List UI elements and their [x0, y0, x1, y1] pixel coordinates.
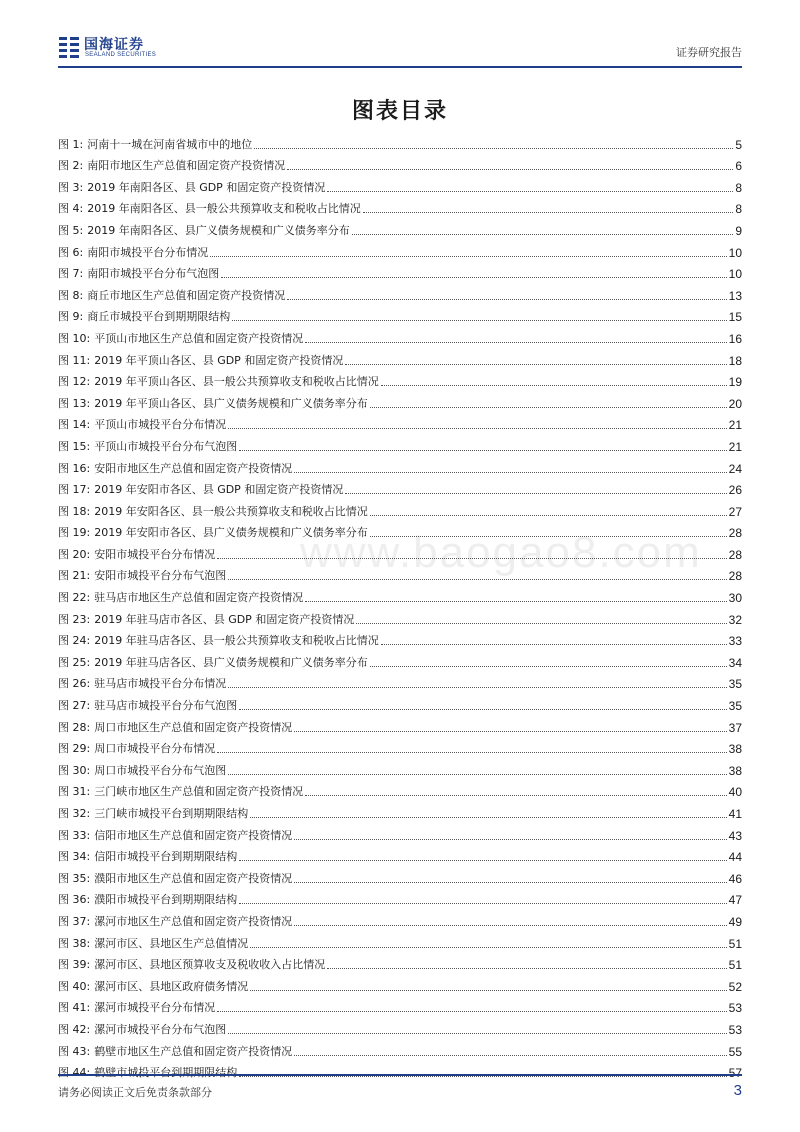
toc-entry-page: 10 [728, 267, 742, 282]
toc-entry-title: 河南十一城在河南省城市中的地位 [87, 137, 253, 151]
toc-entry-number: 图 2: [58, 159, 84, 173]
toc-entry[interactable] [58, 519, 742, 541]
toc-entry[interactable] [58, 260, 742, 282]
toc-entry-title: 2019 年南阳各区、县一般公共预算收支和税收占比情况 [87, 202, 361, 216]
toc-dot-leader [250, 989, 726, 991]
toc-entry-title: 信阳市地区生产总值和固定资产投资情况 [94, 828, 293, 842]
toc-entry-title: 周口市城投平台分布气泡图 [94, 763, 227, 777]
toc-entry-page: 38 [728, 763, 742, 778]
toc-entry-page: 28 [728, 526, 742, 541]
toc-entry[interactable] [58, 368, 742, 390]
toc-dot-leader [370, 665, 727, 667]
toc-entry-title: 周口市地区生产总值和固定资产投资情况 [94, 720, 293, 734]
page-header [58, 32, 742, 68]
toc-entry-page: 10 [728, 245, 742, 260]
toc-entry-title: 漯河市城投平台分布情况 [94, 1001, 216, 1015]
toc-entry-page: 19 [728, 375, 742, 390]
toc-entry[interactable] [58, 173, 742, 195]
toc-entry[interactable] [58, 799, 742, 821]
toc-entry-page: 9 [735, 223, 742, 238]
toc-entry-page: 38 [728, 742, 742, 757]
toc-entry[interactable] [58, 238, 742, 260]
toc-entry-number: 图 8: [58, 288, 84, 302]
toc-entry[interactable] [58, 346, 742, 368]
toc-entry-title: 周口市城投平台分布情况 [94, 742, 216, 756]
toc-entry-title: 2019 年平顶山各区、县一般公共预算收支和税收占比情况 [94, 375, 379, 389]
toc-entry-number: 图 34: [58, 850, 91, 864]
toc-entry-title: 南阳市地区生产总值和固定资产投资情况 [87, 159, 286, 173]
toc-dot-leader [210, 255, 726, 257]
toc-entry-number: 图 41: [58, 1001, 91, 1015]
toc-entry-title: 漯河市区、县地区生产总值情况 [94, 936, 249, 950]
toc-entry-number: 图 9: [58, 310, 84, 324]
toc-entry[interactable] [58, 562, 742, 584]
toc-entry-title: 三门峡市地区生产总值和固定资产投资情况 [94, 785, 304, 799]
toc-entry-title: 漯河市区、县地区政府债务情况 [94, 979, 249, 993]
toc-entry-page: 21 [728, 418, 742, 433]
toc-entry-page: 35 [728, 699, 742, 714]
toc-dot-leader [228, 1032, 726, 1034]
toc-dot-leader [352, 233, 734, 235]
toc-entry[interactable] [58, 195, 742, 217]
toc-entry-number: 图 27: [58, 699, 91, 713]
toc-entry-title: 安阳市城投平台分布气泡图 [94, 569, 227, 583]
toc-entry[interactable] [58, 1015, 742, 1037]
toc-entry[interactable] [58, 324, 742, 346]
toc-dot-leader [305, 600, 726, 602]
toc-entry-title: 驻马店市城投平台分布气泡图 [94, 699, 238, 713]
toc-entry-title: 2019 年安阳市各区、县 GDP 和固定资产投资情况 [94, 483, 344, 497]
toc-entry-page: 52 [728, 979, 742, 994]
toc-entry-page: 43 [728, 828, 742, 843]
toc-entry-number: 图 29: [58, 742, 91, 756]
toc-entry-page: 53 [728, 1022, 742, 1037]
toc-entry-page: 28 [728, 569, 742, 584]
toc-dot-leader [239, 449, 726, 451]
toc-dot-leader [305, 341, 726, 343]
toc-entry-title: 2019 年驻马店各区、县一般公共预算收支和税收占比情况 [94, 634, 379, 648]
toc-dot-leader [254, 147, 733, 149]
toc-entry[interactable] [58, 951, 742, 973]
toc-entry-page: 6 [735, 159, 742, 174]
toc-entry-number: 图 33: [58, 828, 91, 842]
toc-entry-title: 南阳市城投平台分布情况 [87, 245, 209, 259]
toc-entry-title: 平顶山市地区生产总值和固定资产投资情况 [94, 331, 304, 345]
toc-entry-page: 37 [728, 720, 742, 735]
toc-dot-leader [305, 794, 726, 796]
toc-entry-number: 图 28: [58, 720, 91, 734]
toc-entry[interactable] [58, 691, 742, 713]
toc-entry-number: 图 22: [58, 591, 91, 605]
toc-dot-leader [217, 557, 726, 559]
toc-entry-page: 46 [728, 871, 742, 886]
toc-entry[interactable] [58, 713, 742, 735]
toc-entry-page: 20 [728, 396, 742, 411]
toc-entry[interactable] [58, 670, 742, 692]
toc-dot-leader [250, 946, 726, 948]
toc-dot-leader [294, 838, 726, 840]
toc-dot-leader [381, 384, 727, 386]
logo-text-cn: 国海证券 [84, 37, 144, 53]
toc-dot-leader [370, 406, 727, 408]
toc-entry-title: 濮阳市城投平台到期期限结构 [94, 893, 238, 907]
toc-entry-number: 图 20: [58, 547, 91, 561]
toc-entry-title: 2019 年驻马店各区、县广义债务规模和广义债务率分布 [94, 655, 368, 669]
toc-entry[interactable] [58, 540, 742, 562]
toc-entry-page: 5 [735, 137, 742, 152]
toc-entry-page: 32 [728, 612, 742, 627]
toc-dot-leader [228, 578, 726, 580]
toc-entry[interactable] [58, 886, 742, 908]
toc-entry-page: 26 [728, 483, 742, 498]
toc-entry-number: 图 31: [58, 785, 91, 799]
toc-dot-leader [239, 902, 726, 904]
toc-entry-number: 图 37: [58, 914, 91, 928]
toc-dot-leader [239, 859, 726, 861]
toc-dot-leader [370, 514, 727, 516]
toc-entry-number: 图 15: [58, 439, 91, 453]
toc-entry-number: 图 21: [58, 569, 91, 583]
toc-entry-page: 44 [728, 850, 742, 865]
toc-entry-page: 53 [728, 1001, 742, 1016]
toc-dot-leader [370, 535, 727, 537]
toc-entry-title: 安阳市地区生产总值和固定资产投资情况 [94, 461, 293, 475]
toc-dot-leader [287, 298, 726, 300]
toc-entry-page: 8 [735, 202, 742, 217]
toc-dot-leader [294, 1054, 726, 1056]
toc-entry-title: 2019 年平顶山各区、县 GDP 和固定资产投资情况 [94, 353, 344, 367]
page-footer [58, 1074, 742, 1100]
toc-entry[interactable] [58, 929, 742, 951]
toc-entry[interactable] [58, 432, 742, 454]
logo-text-en: SEALAND SECURITIES [85, 52, 157, 58]
toc-entry[interactable] [58, 476, 742, 498]
toc-entry-number: 图 5: [58, 223, 84, 237]
toc-entry-number: 图 26: [58, 677, 91, 691]
toc-entry-page: 18 [728, 353, 742, 368]
toc-entry-number: 图 25: [58, 655, 91, 669]
toc-dot-leader [294, 924, 726, 926]
toc-entry-title: 2019 年平顶山各区、县广义债务规模和广义债务率分布 [94, 396, 368, 410]
toc-entry-title: 平顶山市城投平台分布气泡图 [94, 439, 238, 453]
toc-entry-page: 13 [728, 288, 742, 303]
toc-entry-title: 2019 年南阳各区、县 GDP 和固定资产投资情况 [87, 180, 326, 194]
toc-entry-title: 漯河市城投平台分布气泡图 [94, 1022, 227, 1036]
toc-dot-leader [327, 967, 726, 969]
toc-entry-number: 图 18: [58, 504, 91, 518]
toc-entry-title: 濮阳市地区生产总值和固定资产投资情况 [94, 871, 293, 885]
toc-entry[interactable] [58, 1037, 742, 1059]
toc-dot-leader [294, 471, 726, 473]
report-type-label: 证券研究报告 [676, 46, 742, 59]
toc-entry[interactable] [58, 864, 742, 886]
toc-entry-number: 图 13: [58, 396, 91, 410]
toc-entry-title: 商丘市城投平台到期期限结构 [87, 310, 231, 324]
toc-entry-page: 35 [728, 677, 742, 692]
toc-entry-page: 33 [728, 634, 742, 649]
toc-entry[interactable] [58, 821, 742, 843]
toc-entry-page: 55 [728, 1044, 742, 1059]
toc-dot-leader [217, 1010, 726, 1012]
toc-entry[interactable] [58, 994, 742, 1016]
toc-entry[interactable] [58, 972, 742, 994]
watermark: www.baogao8.com [300, 528, 702, 577]
toc-entry-number: 图 23: [58, 612, 91, 626]
toc-dot-leader [221, 276, 726, 278]
toc-entry-page: 40 [728, 785, 742, 800]
toc-entry-page: 51 [728, 936, 742, 951]
toc-entry[interactable] [58, 778, 742, 800]
toc-entry-page: 27 [728, 504, 742, 519]
toc-entry-title: 驻马店市城投平台分布情况 [94, 677, 227, 691]
toc-entry-number: 图 40: [58, 979, 91, 993]
toc-entry-title: 漯河市地区生产总值和固定资产投资情况 [94, 914, 293, 928]
sealand-logo-icon [58, 34, 80, 60]
toc-entry[interactable] [58, 735, 742, 757]
company-logo [58, 34, 208, 64]
toc-entry-number: 图 3: [58, 180, 84, 194]
toc-entry-number: 图 24: [58, 634, 91, 648]
toc-entry[interactable] [58, 216, 742, 238]
toc-entry[interactable] [58, 303, 742, 325]
toc-entry-number: 图 44: [58, 1066, 91, 1080]
toc-entry-title: 漯河市区、县地区预算收支及税收收入占比情况 [94, 958, 326, 972]
toc-entry-page: 28 [728, 547, 742, 562]
toc-entry-title: 商丘市地区生产总值和固定资产投资情况 [87, 288, 286, 302]
toc-dot-leader [294, 881, 726, 883]
toc-entry-page: 8 [735, 180, 742, 195]
toc-entry-title: 2019 年安阳市各区、县广义债务规模和广义债务率分布 [94, 526, 368, 540]
toc-dot-leader [345, 363, 726, 365]
toc-entry-page: 24 [728, 461, 742, 476]
toc-entry-page: 21 [728, 439, 742, 454]
toc-dot-leader [294, 730, 726, 732]
toc-dot-leader [239, 708, 726, 710]
toc-entry-page: 30 [728, 591, 742, 606]
toc-entry-number: 图 7: [58, 267, 84, 281]
toc-entry-title: 鹤壁市城投平台到期期限结构 [94, 1066, 238, 1080]
toc-entry-number: 图 12: [58, 375, 91, 389]
toc-entry-number: 图 16: [58, 461, 91, 475]
toc-dot-leader [228, 686, 726, 688]
toc-entry-number: 图 36: [58, 893, 91, 907]
toc-entry-number: 图 30: [58, 763, 91, 777]
toc-entry-page: 49 [728, 914, 742, 929]
toc-entry[interactable] [58, 843, 742, 865]
toc-entry[interactable] [58, 583, 742, 605]
toc-entry-page: 16 [728, 331, 742, 346]
toc-dot-leader [232, 319, 726, 321]
toc-entry[interactable] [58, 389, 742, 411]
toc-entry-number: 图 17: [58, 483, 91, 497]
toc-entry-title: 鹤壁市地区生产总值和固定资产投资情况 [94, 1044, 293, 1058]
toc-entry-page: 47 [728, 893, 742, 908]
toc-entry-title: 平顶山市城投平台分布情况 [94, 418, 227, 432]
toc-entry-number: 图 1: [58, 137, 84, 151]
toc-entry-number: 图 19: [58, 526, 91, 540]
toc-entry[interactable] [58, 648, 742, 670]
toc-dot-leader [327, 190, 733, 192]
toc-entry-number: 图 6: [58, 245, 84, 259]
toc-entry-title: 三门峡市城投平台到期期限结构 [94, 807, 249, 820]
toc-entry-title: 2019 年驻马店市各区、县 GDP 和固定资产投资情况 [94, 612, 355, 626]
toc-entry[interactable] [58, 281, 742, 303]
disclaimer-text: 请务必阅读正文后免责条款部分 [58, 1086, 212, 1099]
toc-entry-number: 图 42: [58, 1022, 91, 1036]
toc-entry[interactable] [58, 907, 742, 929]
page-number: 3 [733, 1082, 742, 1099]
toc-entry-number: 图 4: [58, 202, 84, 216]
toc-entry[interactable] [58, 605, 742, 627]
page-title: 图表目录 [351, 98, 448, 124]
toc-dot-leader [363, 211, 734, 213]
toc-entry-title: 2019 年安阳各区、县一般公共预算收支和税收占比情况 [94, 504, 368, 518]
toc-dot-leader [356, 622, 726, 624]
toc-entry-page: 15 [728, 310, 742, 325]
toc-entry-title: 2019 年南阳各区、县广义债务规模和广义债务率分布 [87, 223, 350, 237]
toc-entry-page: 41 [728, 807, 742, 821]
toc-dot-leader [217, 751, 726, 753]
toc-entry-page: 51 [728, 958, 742, 973]
toc-entry[interactable] [58, 152, 742, 174]
toc-entry-number: 图 32: [58, 807, 91, 820]
toc-entry[interactable] [58, 627, 742, 649]
toc-entry-number: 图 14: [58, 418, 91, 432]
toc-dot-leader [228, 427, 726, 429]
toc-entry[interactable] [58, 756, 742, 778]
toc-entry[interactable] [58, 130, 742, 152]
toc-entry-title: 南阳市城投平台分布气泡图 [87, 267, 220, 281]
table-of-figures [58, 130, 742, 1080]
toc-entry-number: 图 10: [58, 331, 91, 345]
toc-entry-title: 信阳市城投平台到期期限结构 [94, 850, 238, 864]
toc-entry-page: 34 [728, 655, 742, 670]
toc-dot-leader [287, 168, 733, 170]
toc-entry[interactable] [58, 411, 742, 433]
toc-entry-number: 图 38: [58, 936, 91, 950]
toc-entry-title: 驻马店市地区生产总值和固定资产投资情况 [94, 591, 304, 605]
toc-entry[interactable] [58, 454, 742, 476]
toc-entry-number: 图 43: [58, 1044, 91, 1058]
toc-entry[interactable] [58, 497, 742, 519]
toc-dot-leader [250, 816, 726, 818]
toc-dot-leader [345, 492, 726, 494]
toc-entry-title: 安阳市城投平台分布情况 [94, 547, 216, 561]
toc-entry-page: 57 [728, 1066, 742, 1081]
toc-dot-leader [228, 773, 726, 775]
toc-entry-number: 图 11: [58, 353, 91, 367]
toc-entry-number: 图 39: [58, 958, 91, 972]
toc-entry-number: 图 35: [58, 871, 91, 885]
toc-dot-leader [381, 643, 727, 645]
